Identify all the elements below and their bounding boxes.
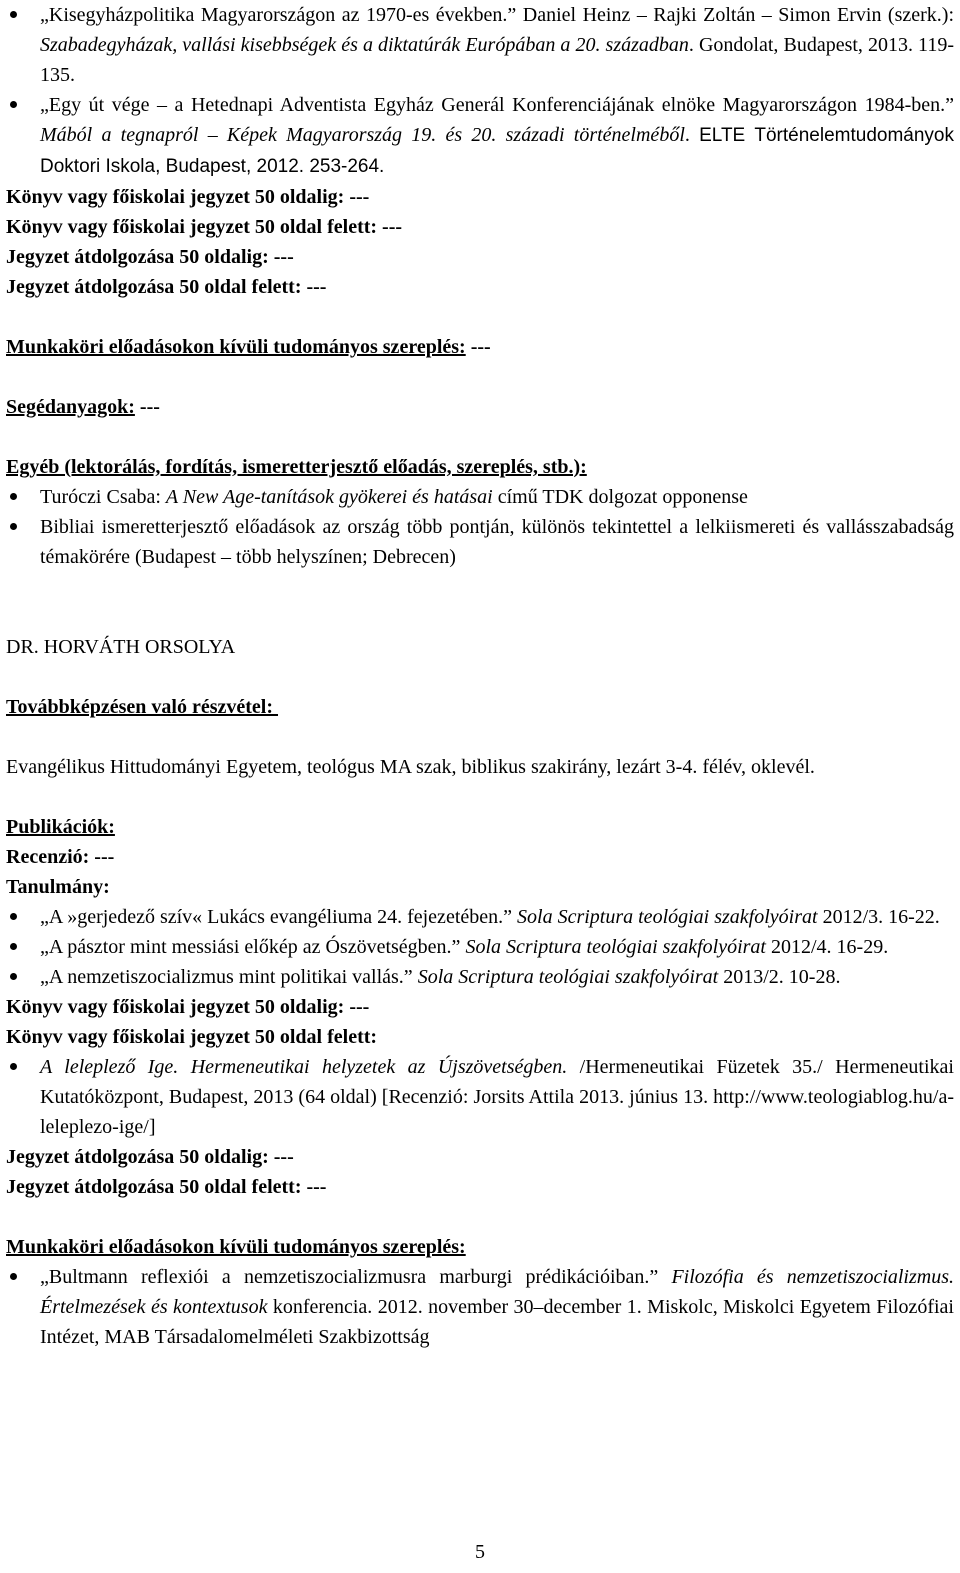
munkakori-heading-2: Munkaköri előadásokon kívüli tudományos szereplés:: [6, 1236, 466, 1258]
list-item-text: „Kisegyházpolitika Magyarországon az 1970-es években.” Daniel Heinz – Rajki Zoltán – Simon Ervin (szerk.):: [40, 4, 954, 26]
line-konyv-50-alatt: Könyv vagy főiskolai jegyzet 50 oldalig: ---: [6, 186, 370, 208]
list-item-text: Sola Scriptura teológiai szakfolyóirat: [465, 936, 766, 958]
list-item-text: Turóczi Csaba:: [40, 486, 166, 508]
list-item-text: Bibliai ismeretterjesztő előadások az ország több pontján, különös tekintettel a lelkiismereti és vallásszabadság témakörére (Budapest – több helyszínen; Debrecen): [40, 516, 954, 568]
person-name: DR. HORVÁTH ORSOLYA: [6, 636, 236, 658]
publikaciok-heading: Publikációk:: [6, 816, 115, 838]
list-item: [6, 512, 954, 572]
list-item-text: Sola Scriptura teológiai szakfolyóirat: [417, 966, 719, 988]
jegyzet-50-alatt-2: Jegyzet átdolgozása 50 oldalig: ---: [6, 1146, 294, 1168]
munkakori-list: [6, 1262, 954, 1352]
recenzio-line: Recenzió: ---: [6, 846, 115, 868]
list-item-text: Szabadegyházak, vallási kisebbségek és a diktatúrák Európában a 20. században: [40, 34, 689, 56]
list-item-text: „A pásztor mint messiási előkép az Ószövetségben.”: [40, 936, 466, 958]
list-item: [6, 1262, 954, 1352]
line-konyv-50-felett: Könyv vagy főiskolai jegyzet 50 oldal felett: ---: [6, 216, 403, 238]
list-item: [6, 0, 954, 90]
list-item-text: „A »gerjedező szív« Lukács evangéliuma 24. fejezetében.”: [40, 906, 518, 928]
document-body: [6, 0, 954, 1352]
publication-list-1: [6, 0, 954, 182]
page-number: 5: [475, 1541, 485, 1563]
list-item-text: . Gondolat, Budapest, 2013. 119-135.: [40, 34, 954, 86]
egyeb-heading: Egyéb (lektorálás, fordítás, ismeretterjesztő előadás, szereplés, stb.):: [6, 456, 587, 478]
list-item-text: A leleplező Ige. Hermeneutikai helyzetek az Újszövetségben.: [40, 1056, 568, 1078]
list-item-text: Filozófia és nemzetiszocializmus. Értelmezések és kontextusok: [40, 1266, 954, 1318]
list-item-text: 2013/2. 10-28.: [718, 966, 841, 988]
list-item: [6, 1052, 954, 1142]
list-item-text: Mából a tegnapról – Képek Magyarország 19. és 20. századi történelméből: [40, 124, 685, 146]
konyv-50-felett-2: Könyv vagy főiskolai jegyzet 50 oldal felett:: [6, 1026, 378, 1048]
list-item: [6, 962, 954, 992]
konyv-50-alatt-2: Könyv vagy főiskolai jegyzet 50 oldalig: ---: [6, 996, 370, 1018]
segedanyagok-heading: Segédanyagok: ---: [6, 396, 160, 418]
list-item-text: 2012/4. 16-29.: [765, 936, 889, 958]
munkakori-heading-1: Munkaköri előadásokon kívüli tudományos szereplés: ---: [6, 336, 491, 358]
list-item-text: /Hermeneutikai Füzetek 35./ Hermeneutikai Kutatóközpont, Budapest, 2013 (64 oldal) [Recenzió: Jorsits Attila 2013. június 13. http://www.teologiablog.hu/a-leleplezo-ige/]: [40, 1056, 954, 1138]
tanulmany-heading: Tanulmány:: [6, 876, 110, 898]
tovabbkepzes-text: Evangélikus Hittudományi Egyetem, teológus MA szak, biblikus szakirány, lezárt 3-4. félév, oklevél.: [6, 756, 815, 778]
list-item-text: A New Age-tanítások gyökerei és hatásai: [165, 486, 493, 508]
line-jegyzet-50-alatt: Jegyzet átdolgozása 50 oldalig: ---: [6, 246, 294, 268]
list-item-text: „Bultmann reflexiói a nemzetiszocializmusra marburgi prédikációiban.”: [40, 1266, 672, 1288]
list-item: [6, 902, 954, 932]
jegyzet-50-felett-2: Jegyzet átdolgozása 50 oldal felett: ---: [6, 1176, 327, 1198]
list-item: [6, 932, 954, 962]
list-item-text: .: [684, 124, 700, 146]
line-jegyzet-50-felett: Jegyzet átdolgozása 50 oldal felett: ---: [6, 276, 327, 298]
list-item: [6, 90, 954, 182]
tovabbkepzes-heading: Továbbképzésen való részvétel:: [6, 696, 279, 718]
list-item-text: konferencia. 2012. november 30–december 1. Miskolc, Miskolci Egyetem Filozófiai Intézet, MAB Társadalomelméleti Szakbizottság: [40, 1296, 954, 1348]
list-item-text: „A nemzetiszocializmus mint politikai vallás.”: [40, 966, 418, 988]
list-item-text: ELTE Történelemtudományok Doktori Iskola, Budapest, 2012. 253-264.: [40, 125, 954, 177]
list-item-text: „Egy út vége – a Hetednapi Adventista Egyház Generál Konferenciájának elnöke Magyarországon 1984-ben.”: [40, 94, 954, 116]
list-item: [6, 482, 954, 512]
tanulmany-list: [6, 902, 954, 992]
konyv-list: [6, 1052, 954, 1142]
list-item-text: című TDK dolgozat opponense: [492, 486, 748, 508]
list-item-text: 2012/3. 16-22.: [817, 906, 940, 928]
egyeb-list: [6, 482, 954, 572]
book-note-lines: [6, 182, 954, 302]
list-item-text: Sola Scriptura teológiai szakfolyóirat: [517, 906, 818, 928]
